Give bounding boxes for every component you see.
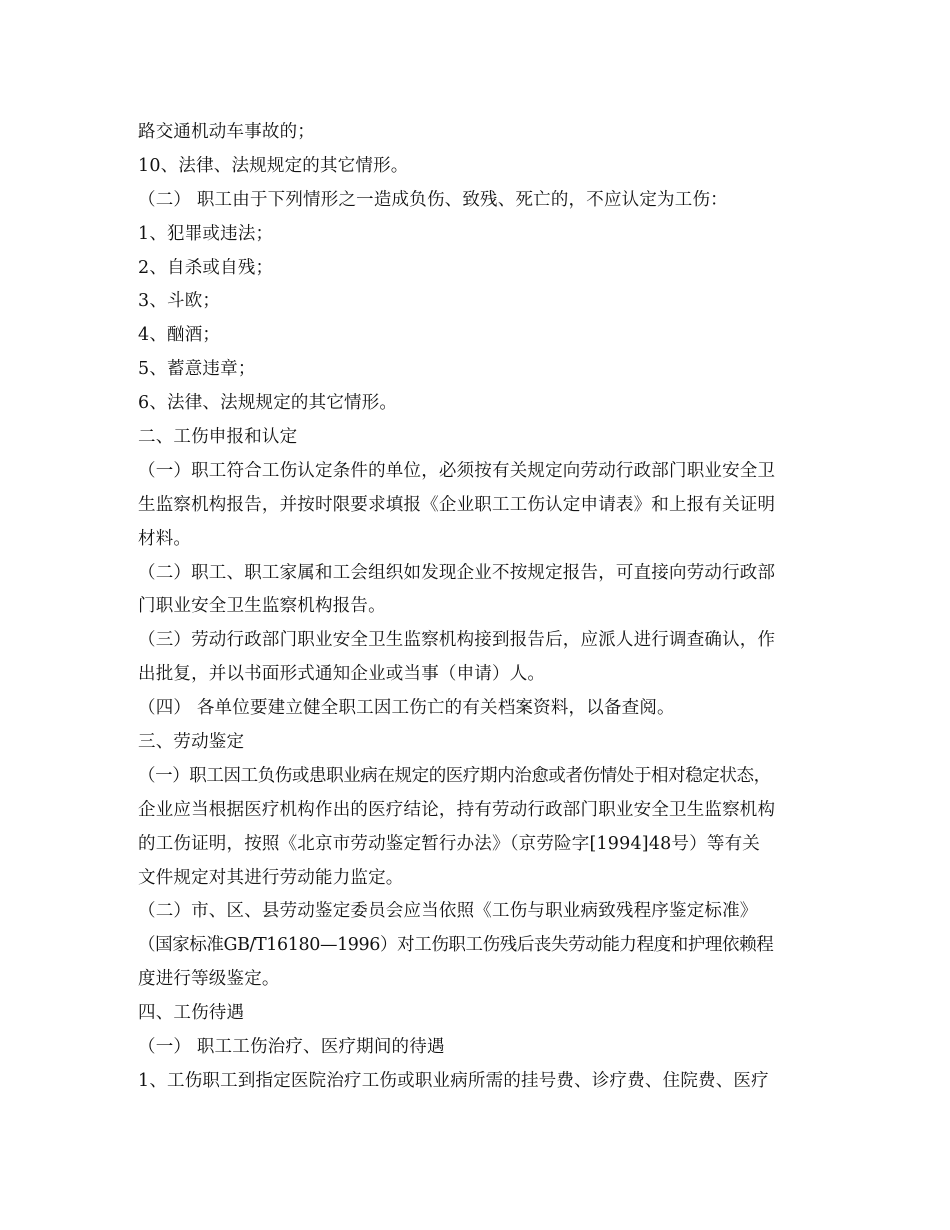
text-line-18: （四） 各单位要建立健全职工因工伤亡的有关档案资料，以备查阅。 — [138, 698, 675, 719]
text-line-24: （二）市、区、县劳动鉴定委员会应当依照《工伤与职业病致残程序鉴定标准》 — [138, 901, 758, 922]
text-line-16: （三）劳动行政部门职业安全卫生监察机构接到报告后，应派人进行调查确认，作 — [138, 630, 776, 651]
text-line-1: 路交通机动车事故的； — [138, 122, 315, 142]
text-line-7: 4、酗酒； — [138, 325, 221, 346]
text-line-13: 材料。 — [138, 528, 192, 549]
section-heading-4: 四、工伤待遇 — [138, 1003, 245, 1024]
text-line-14: （二）职工、职工家属和工会组织如发现企业不按规定报告，可直接向劳动行政部 — [138, 562, 776, 583]
text-line-4: 1、犯罪或违法； — [138, 223, 274, 244]
text-line-28: （一） 职工工伤治疗、医疗期间的待遇 — [138, 1037, 445, 1058]
text-line-8: 5、蓄意违章； — [138, 359, 256, 380]
text-line-23: 文件规定对其进行劳动能力监定。 — [138, 867, 404, 888]
text-line-3: （二） 职工由于下列情形之一造成负伤、致残、死亡的，不应认定为工伤： — [138, 189, 728, 210]
document-body — [138, 116, 828, 1099]
text-line-25: （国家标准GB/T16180—1996）对工伤职工伤残后丧失劳动能力程度和护理依赖程 — [138, 935, 774, 956]
text-line-29: 1、工伤职工到指定医院治疗工伤或职业病所需的挂号费、诊疗费、住院费、医疗 — [138, 1070, 769, 1091]
text-line-5: 2、自杀或自残； — [138, 257, 274, 278]
text-line-2: 10、法律、法规规定的其它情形。 — [138, 155, 409, 176]
text-line-22: 的工伤证明，按照《北京市劳动鉴定暂行办法》（京劳险字[1994]48号）等有关 — [138, 833, 761, 854]
text-line-26: 度进行等级鉴定。 — [138, 969, 280, 990]
text-line-9: 6、法律、法规规定的其它情形。 — [138, 393, 398, 414]
text-line-6: 3、斗欧； — [138, 291, 221, 312]
text-line-12: 生监察机构报告，并按时限要求填报《企业职工工伤认定申请表》和上报有关证明 — [138, 494, 776, 515]
text-line-21: 企业应当根据医疗机构作出的医疗结论，持有劳动行政部门职业安全卫生监察机构 — [138, 799, 776, 820]
section-heading-3: 三、劳动鉴定 — [138, 732, 245, 753]
text-line-11: （一）职工符合工伤认定条件的单位，必须按有关规定向劳动行政部门职业安全卫 — [138, 460, 776, 481]
text-line-20: （一）职工因工负伤或患职业病在规定的医疗期内治愈或者伤情处于相对稳定状态， — [138, 765, 771, 786]
text-line-15: 门职业安全卫生监察机构报告。 — [138, 596, 386, 617]
text-line-17: 出批复，并以书面形式通知企业或当事（申请）人。 — [138, 664, 546, 685]
section-heading-2: 二、工伤申报和认定 — [138, 427, 298, 448]
